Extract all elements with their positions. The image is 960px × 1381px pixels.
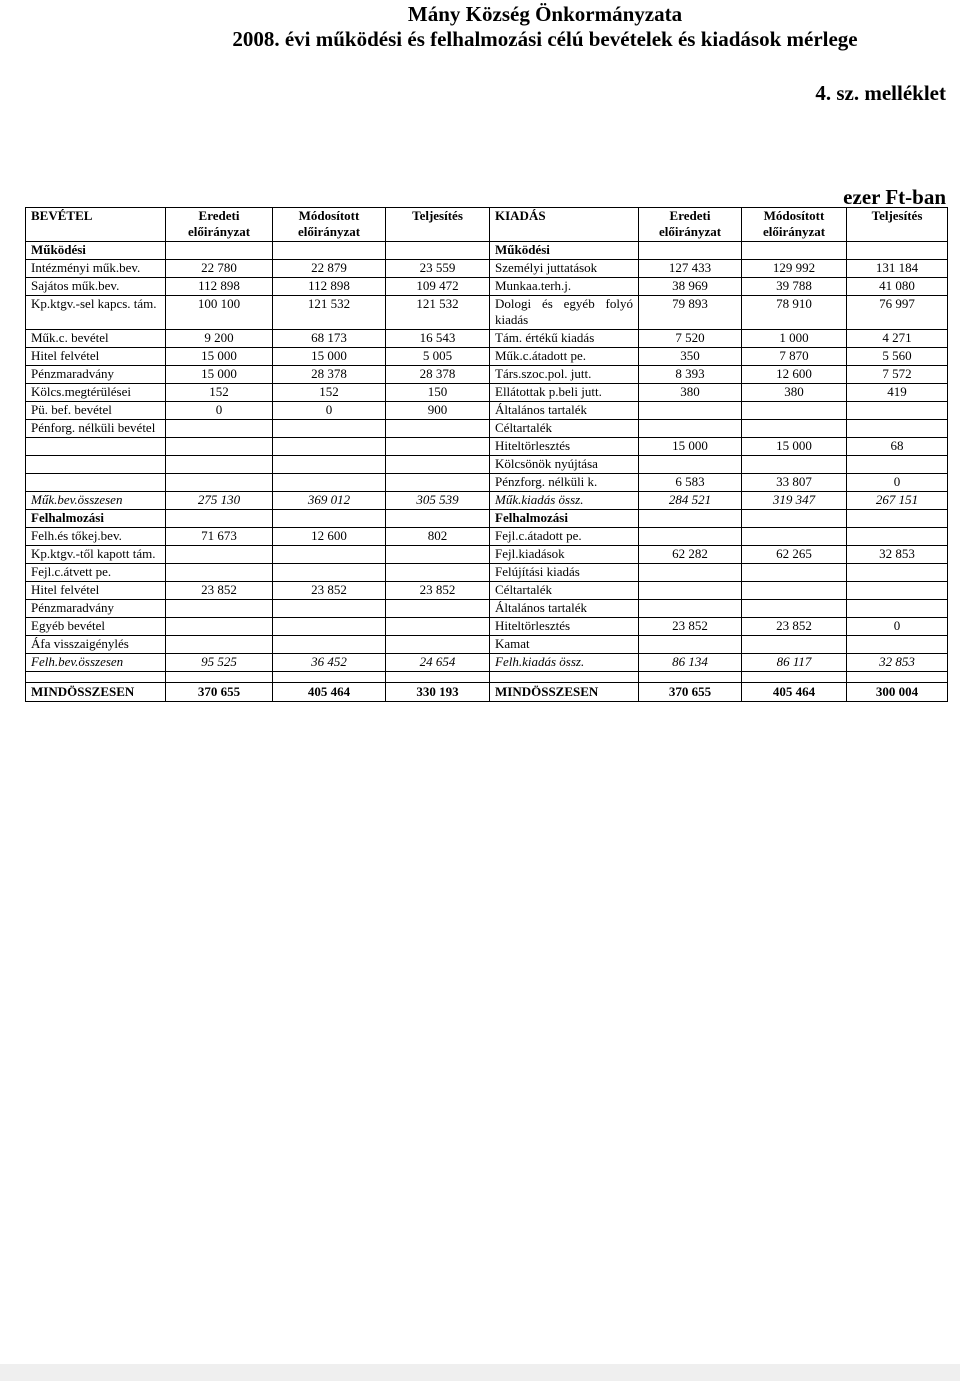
revenue-modified (273, 545, 386, 563)
expense-label: Kölcsönök nyújtása (490, 455, 639, 473)
table-row (26, 329, 948, 347)
revenue-original (166, 635, 273, 653)
revenue-label: Pü. bef. bevétel (26, 401, 166, 419)
expense-actual (847, 509, 948, 527)
revenue-original (166, 671, 273, 682)
revenue-actual (386, 635, 490, 653)
expense-label: Céltartalék (490, 581, 639, 599)
expense-modified: 12 600 (742, 365, 847, 383)
expense-original: 38 969 (639, 277, 742, 295)
revenue-label: Intézményi műk.bev. (26, 259, 166, 277)
expense-label: Kamat (490, 635, 639, 653)
table-row (26, 653, 948, 671)
revenue-modified (273, 437, 386, 455)
expense-actual (847, 635, 948, 653)
table-row (26, 671, 948, 682)
expense-actual: 267 151 (847, 491, 948, 509)
revenue-actual: 330 193 (386, 682, 490, 701)
expense-actual: 68 (847, 437, 948, 455)
table-row (26, 241, 948, 259)
revenue-label (26, 437, 166, 455)
expense-label: Társ.szoc.pol. jutt. (490, 365, 639, 383)
expense-actual (847, 419, 948, 437)
revenue-actual (386, 545, 490, 563)
expense-label: Műk.kiadás össz. (490, 491, 639, 509)
expense-modified: 129 992 (742, 259, 847, 277)
expense-original (639, 455, 742, 473)
expense-modified (742, 419, 847, 437)
expense-actual: 419 (847, 383, 948, 401)
expense-actual (847, 671, 948, 682)
expense-original: 15 000 (639, 437, 742, 455)
revenue-modified: 0 (273, 401, 386, 419)
expense-modified: 380 (742, 383, 847, 401)
expense-label: Hiteltörlesztés (490, 437, 639, 455)
revenue-modified (273, 599, 386, 617)
revenue-label: Egyéb bevétel (26, 617, 166, 635)
expense-modified (742, 635, 847, 653)
expense-actual (847, 581, 948, 599)
revenue-label: Felh.és tőkej.bev. (26, 527, 166, 545)
expense-modified (742, 509, 847, 527)
expense-modified: 7 870 (742, 347, 847, 365)
table-row (26, 347, 948, 365)
expense-label: Céltartalék (490, 419, 639, 437)
table-row (26, 545, 948, 563)
revenue-actual (386, 241, 490, 259)
revenue-actual: 24 654 (386, 653, 490, 671)
expense-label: Személyi juttatások (490, 259, 639, 277)
revenue-modified (273, 455, 386, 473)
expense-original: 79 893 (639, 295, 742, 329)
col-modified-budget-2: Módosított előirányzat (742, 208, 847, 242)
expense-original: 380 (639, 383, 742, 401)
revenue-label (26, 455, 166, 473)
expense-original (639, 509, 742, 527)
col-actual-2: Teljesítés (847, 208, 948, 242)
expense-modified: 33 807 (742, 473, 847, 491)
expense-actual: 7 572 (847, 365, 948, 383)
expense-original: 370 655 (639, 682, 742, 701)
expense-label: Dologi és egyéb folyó kiadás (490, 295, 639, 329)
expense-modified (742, 527, 847, 545)
revenue-original: 15 000 (166, 365, 273, 383)
revenue-actual: 900 (386, 401, 490, 419)
expense-actual (847, 527, 948, 545)
expense-actual: 131 184 (847, 259, 948, 277)
revenue-label: Áfa visszaigénylés (26, 635, 166, 653)
col-original-budget: Eredeti előirányzat (166, 208, 273, 242)
expense-label: Általános tartalék (490, 401, 639, 419)
table-row (26, 599, 948, 617)
expense-actual: 32 853 (847, 545, 948, 563)
revenue-actual: 150 (386, 383, 490, 401)
revenue-original (166, 617, 273, 635)
revenue-original: 0 (166, 401, 273, 419)
expense-actual: 300 004 (847, 682, 948, 701)
revenue-label: Műk.c. bevétel (26, 329, 166, 347)
revenue-modified (273, 473, 386, 491)
revenue-actual (386, 599, 490, 617)
document-subtitle: 2008. évi működési és felhalmozási célú bevételek és kiadások mérlege (232, 27, 858, 51)
expense-original (639, 419, 742, 437)
expense-label: Felh.kiadás össz. (490, 653, 639, 671)
unit-label: ezer Ft-ban (843, 185, 946, 209)
revenue-label: Műk.bev.összesen (26, 491, 166, 509)
expense-modified: 78 910 (742, 295, 847, 329)
expense-original: 350 (639, 347, 742, 365)
table-row (26, 295, 948, 329)
revenue-modified: 121 532 (273, 295, 386, 329)
expense-original (639, 401, 742, 419)
table-row (26, 419, 948, 437)
table-row (26, 527, 948, 545)
revenue-modified (273, 419, 386, 437)
table-row (26, 277, 948, 295)
revenue-original (166, 437, 273, 455)
expense-label: Általános tartalék (490, 599, 639, 617)
table-row (26, 682, 948, 701)
expense-actual (847, 241, 948, 259)
expense-modified: 23 852 (742, 617, 847, 635)
revenue-actual: 305 539 (386, 491, 490, 509)
expense-modified: 319 347 (742, 491, 847, 509)
expense-modified (742, 241, 847, 259)
revenue-original (166, 509, 273, 527)
revenue-original: 95 525 (166, 653, 273, 671)
revenue-modified: 369 012 (273, 491, 386, 509)
revenue-actual: 28 378 (386, 365, 490, 383)
col-actual: Teljesítés (386, 208, 490, 242)
expense-original: 62 282 (639, 545, 742, 563)
revenue-actual: 16 543 (386, 329, 490, 347)
revenue-modified: 405 464 (273, 682, 386, 701)
table-row (26, 509, 948, 527)
revenue-label: MINDÖSSZESEN (26, 682, 166, 701)
revenue-label: Felhalmozási (26, 509, 166, 527)
expense-original (639, 635, 742, 653)
expense-label: Ellátottak p.beli jutt. (490, 383, 639, 401)
annex-label: 4. sz. melléklet (815, 81, 946, 105)
expense-original (639, 599, 742, 617)
expense-original (639, 241, 742, 259)
expense-actual: 76 997 (847, 295, 948, 329)
expense-actual (847, 401, 948, 419)
col-revenue: BEVÉTEL (26, 208, 166, 242)
expense-original: 127 433 (639, 259, 742, 277)
revenue-actual (386, 437, 490, 455)
expense-label (490, 671, 639, 682)
revenue-actual (386, 473, 490, 491)
revenue-modified: 36 452 (273, 653, 386, 671)
expense-original: 23 852 (639, 617, 742, 635)
expense-modified: 86 117 (742, 653, 847, 671)
revenue-actual (386, 509, 490, 527)
revenue-original (166, 599, 273, 617)
revenue-original (166, 419, 273, 437)
revenue-actual: 5 005 (386, 347, 490, 365)
revenue-original: 71 673 (166, 527, 273, 545)
revenue-original (166, 455, 273, 473)
expense-label: Pénzforg. nélküli k. (490, 473, 639, 491)
revenue-label: Működési (26, 241, 166, 259)
expense-label: Működési (490, 241, 639, 259)
col-original-budget-2: Eredeti előirányzat (639, 208, 742, 242)
revenue-original (166, 563, 273, 581)
expense-original (639, 671, 742, 682)
revenue-label: Pénzmaradvány (26, 365, 166, 383)
expense-actual: 41 080 (847, 277, 948, 295)
revenue-label: Kp.ktgv.-től kapott tám. (26, 545, 166, 563)
revenue-actual (386, 617, 490, 635)
revenue-label: Kp.ktgv.-sel kapcs. tám. (26, 295, 166, 329)
revenue-modified: 152 (273, 383, 386, 401)
revenue-original: 152 (166, 383, 273, 401)
expense-label: Fejl.kiadások (490, 545, 639, 563)
revenue-label: Sajátos műk.bev. (26, 277, 166, 295)
revenue-actual: 121 532 (386, 295, 490, 329)
expense-modified (742, 563, 847, 581)
revenue-modified (273, 509, 386, 527)
revenue-modified: 112 898 (273, 277, 386, 295)
table-row (26, 635, 948, 653)
table-row (26, 491, 948, 509)
table-row (26, 617, 948, 635)
revenue-original (166, 545, 273, 563)
revenue-actual (386, 419, 490, 437)
expense-original (639, 563, 742, 581)
revenue-label: Hitel felvétel (26, 347, 166, 365)
revenue-modified: 12 600 (273, 527, 386, 545)
revenue-label (26, 473, 166, 491)
revenue-original (166, 473, 273, 491)
revenue-label: Pénforg. nélküli bevétel (26, 419, 166, 437)
revenue-modified (273, 563, 386, 581)
table-row (26, 455, 948, 473)
expense-modified: 39 788 (742, 277, 847, 295)
table-row (26, 581, 948, 599)
revenue-actual (386, 563, 490, 581)
expense-original (639, 581, 742, 599)
table-row (26, 401, 948, 419)
revenue-original: 15 000 (166, 347, 273, 365)
expense-original (639, 527, 742, 545)
expense-modified (742, 581, 847, 599)
expense-actual (847, 599, 948, 617)
expense-modified: 405 464 (742, 682, 847, 701)
expense-modified: 1 000 (742, 329, 847, 347)
col-expense: KIADÁS (490, 208, 639, 242)
revenue-modified: 68 173 (273, 329, 386, 347)
revenue-actual: 802 (386, 527, 490, 545)
expense-modified: 15 000 (742, 437, 847, 455)
revenue-actual: 109 472 (386, 277, 490, 295)
expense-label: Munkaa.terh.j. (490, 277, 639, 295)
expense-label: Műk.c.átadott pe. (490, 347, 639, 365)
expense-modified: 62 265 (742, 545, 847, 563)
revenue-label: Felh.bev.összesen (26, 653, 166, 671)
table-row (26, 365, 948, 383)
table-row (26, 383, 948, 401)
page-separator (0, 1364, 960, 1381)
revenue-original: 112 898 (166, 277, 273, 295)
expense-actual: 0 (847, 617, 948, 635)
expense-label: Hiteltörlesztés (490, 617, 639, 635)
revenue-original (166, 241, 273, 259)
revenue-label: Kölcs.megtérülései (26, 383, 166, 401)
expense-actual: 32 853 (847, 653, 948, 671)
revenue-modified: 23 852 (273, 581, 386, 599)
revenue-modified (273, 671, 386, 682)
revenue-modified (273, 635, 386, 653)
revenue-original: 22 780 (166, 259, 273, 277)
revenue-original: 275 130 (166, 491, 273, 509)
expense-original: 7 520 (639, 329, 742, 347)
revenue-actual (386, 455, 490, 473)
expense-label: MINDÖSSZESEN (490, 682, 639, 701)
expense-original: 8 393 (639, 365, 742, 383)
expense-original: 284 521 (639, 491, 742, 509)
expense-modified (742, 401, 847, 419)
revenue-modified (273, 241, 386, 259)
revenue-actual: 23 852 (386, 581, 490, 599)
revenue-label (26, 671, 166, 682)
revenue-label: Hitel felvétel (26, 581, 166, 599)
revenue-modified (273, 617, 386, 635)
revenue-original: 370 655 (166, 682, 273, 701)
expense-original: 6 583 (639, 473, 742, 491)
table-row (26, 259, 948, 277)
revenue-actual (386, 671, 490, 682)
revenue-original: 23 852 (166, 581, 273, 599)
revenue-original: 100 100 (166, 295, 273, 329)
expense-actual (847, 455, 948, 473)
expense-actual (847, 563, 948, 581)
expense-modified (742, 671, 847, 682)
revenue-label: Fejl.c.átvett pe. (26, 563, 166, 581)
balance-table (25, 207, 948, 702)
expense-label: Felhalmozási (490, 509, 639, 527)
col-modified-budget: Módosított előirányzat (273, 208, 386, 242)
revenue-modified: 22 879 (273, 259, 386, 277)
revenue-modified: 28 378 (273, 365, 386, 383)
expense-label: Fejl.c.átadott pe. (490, 527, 639, 545)
revenue-label: Pénzmaradvány (26, 599, 166, 617)
expense-actual: 4 271 (847, 329, 948, 347)
revenue-modified: 15 000 (273, 347, 386, 365)
header-row (26, 208, 948, 242)
expense-label: Tám. értékű kiadás (490, 329, 639, 347)
table-row (26, 437, 948, 455)
expense-actual: 5 560 (847, 347, 948, 365)
document-title: Mány Község Önkormányzata (407, 2, 683, 26)
table-row (26, 473, 948, 491)
revenue-original: 9 200 (166, 329, 273, 347)
expense-modified (742, 599, 847, 617)
expense-original: 86 134 (639, 653, 742, 671)
revenue-actual: 23 559 (386, 259, 490, 277)
expense-actual: 0 (847, 473, 948, 491)
expense-modified (742, 455, 847, 473)
table-row (26, 563, 948, 581)
expense-label: Felújítási kiadás (490, 563, 639, 581)
